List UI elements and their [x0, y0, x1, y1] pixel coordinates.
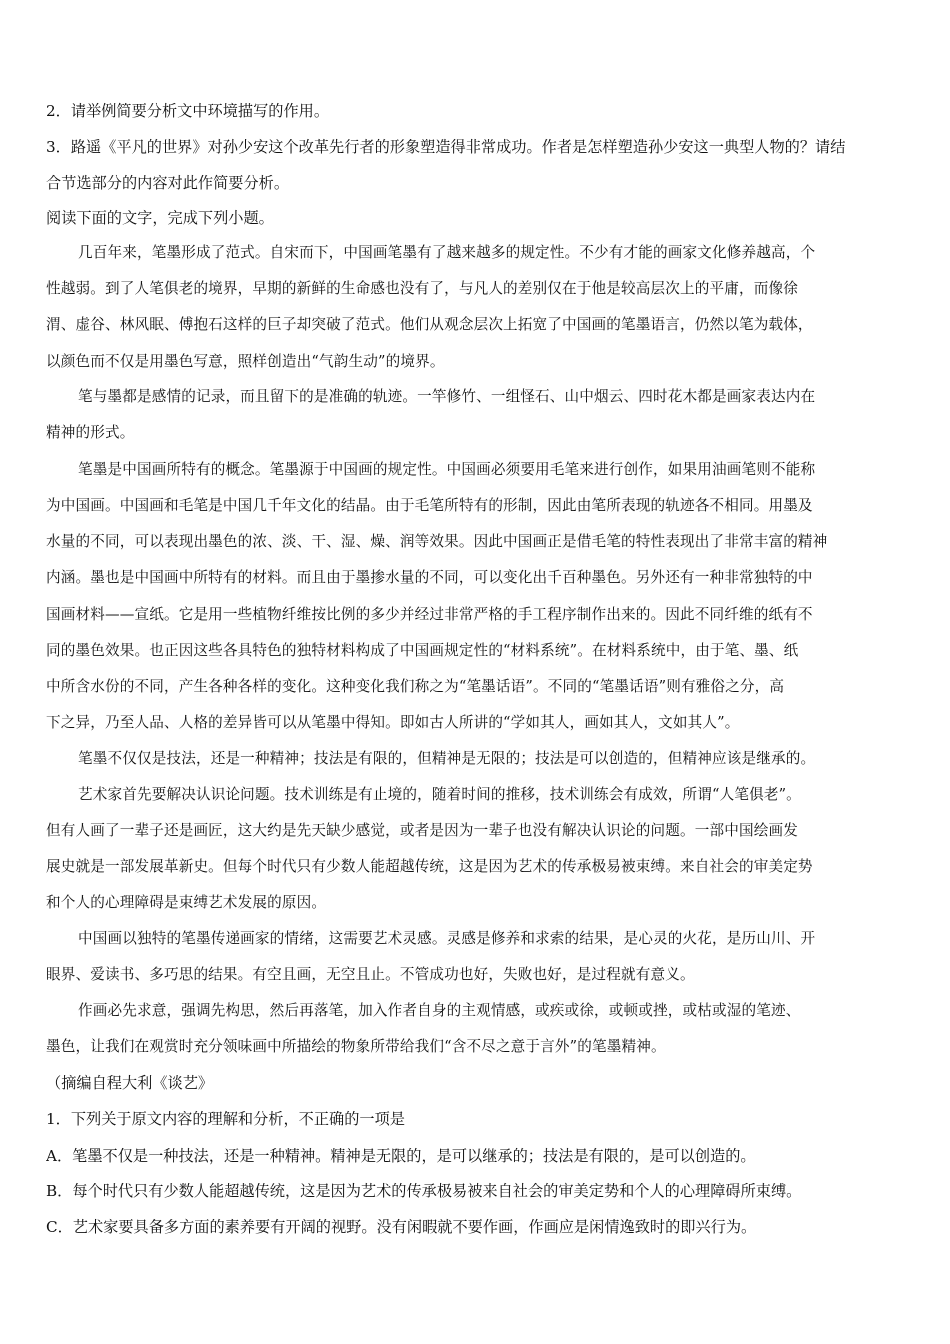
passage-line: 展史就是一部发展革新史。但每个时代只有少数人能超越传统，这是因为艺术的传承极易被束缚。来自社会的审美定势 — [46, 858, 813, 875]
option-a: A．笔墨不仅是一种技法，还是一种精神。精神是无限的，是可以继承的；技法是有限的，是可以创造的。 — [46, 1147, 756, 1165]
passage-line: 下之异，乃至人品、人格的差异皆可以从笔墨中得知。即如古人所讲的“学如其人，画如其人，文如其人”。 — [46, 714, 740, 731]
question-3-line-1: 3．路遥《平凡的世界》对孙少安这个改革先行者的形象塑造得非常成功。作者是怎样塑造孙少安这一典型人物的？请结 — [46, 138, 846, 156]
passage-line: 为中国画。中国画和毛笔是中国几千年文化的结晶。由于毛笔所特有的形制，因此由笔所表现的轨迹各不相同。用墨及 — [46, 497, 813, 514]
passage-line: 墨色，让我们在观赏时充分领味画中所描绘的物象所带给我们“含不尽之意于言外”的笔墨精神。 — [46, 1038, 666, 1055]
question-1-stem: 1．下列关于原文内容的理解和分析，不正确的一项是 — [46, 1110, 405, 1128]
passage-line: 内涵。墨也是中国画中所特有的材料。而且由于墨掺水量的不同，可以变化出千百种墨色。另外还有一种非常独特的中 — [46, 569, 813, 586]
passage-line: 中国画以独特的笔墨传递画家的情绪，这需要艺术灵感。灵感是修养和求索的结果，是心灵的火花，是历山川、开 — [78, 930, 816, 947]
reading-instruction: 阅读下面的文字，完成下列小题。 — [46, 209, 274, 227]
passage-line: 笔与墨都是感情的记录，而且留下的是准确的轨迹。一竿修竹、一组怪石、山中烟云、四时花木都是画家表达内在 — [78, 388, 816, 405]
passage-line: 中所含水份的不同，产生各种各样的变化。这种变化我们称之为“笔墨话语”。不同的“笔墨话语”则有雅俗之分，高 — [46, 678, 785, 695]
passage-line: 性越弱。到了人笔俱老的境界，早期的新鲜的生命感也没有了，与凡人的差别仅在于他是较高层次上的平庸，而像徐 — [46, 280, 798, 297]
passage-line: 艺术家首先要解决认识论问题。技术训练是有止境的，随着时间的推移，技术训练会有成效，所谓“人笔俱老”。 — [78, 786, 801, 803]
passage-line: 但有人画了一辈子还是画匠，这大约是先天缺少感觉，或者是因为一辈子也没有解决认识论的问题。一部中国绘画发 — [46, 822, 798, 839]
source-citation: （摘编自程大利《谈艺》 — [46, 1074, 214, 1092]
question-2: 2．请举例简要分析文中环境描写的作用。 — [46, 102, 330, 120]
passage-line: 渭、虚谷、林风眠、傅抱石这样的巨子却突破了范式。他们从观念层次上拓宽了中国画的笔墨语言，仍然以笔为载体， — [46, 316, 813, 333]
passage-line: 国画材料——宣纸。它是用一些植物纤维按比例的多少并经过非常严格的手工程序制作出来的。因此不同纤维的纸有不 — [46, 606, 813, 623]
passage-line: 笔墨是中国画所特有的概念。笔墨源于中国画的规定性。中国画必须要用毛笔来进行创作，如果用油画笔则不能称 — [78, 461, 816, 478]
passage-line: 水量的不同，可以表现出墨色的浓、淡、干、湿、燥、润等效果。因此中国画正是借毛笔的特性表现出了非常丰富的精神 — [46, 533, 828, 550]
passage-line: 以颜色而不仅是用墨色写意，照样创造出“气韵生动”的境界。 — [46, 353, 445, 370]
passage-line: 同的墨色效果。也正因这些各具特色的独特材料构成了中国画规定性的“材料系统”。在材料系统中，由于笔、墨、纸 — [46, 642, 799, 659]
option-b: B．每个时代只有少数人能超越传统，这是因为艺术的传承极易被来自社会的审美定势和个人的心理障碍所束缚。 — [46, 1182, 802, 1200]
passage-line: 笔墨不仅仅是技法，还是一种精神；技法是有限的，但精神是无限的；技法是可以创造的，但精神应该是继承的。 — [78, 750, 816, 767]
option-c: C．艺术家要具备多方面的素养要有开阔的视野。没有闲暇就不要作画，作画应是闲情逸致时的即兴行为。 — [46, 1218, 757, 1236]
passage-line: 作画必先求意，强调先构思，然后再落笔，加入作者自身的主观情感，或疾或徐，或顿或挫，或枯或湿的笔迹、 — [78, 1002, 801, 1019]
passage-line: 几百年来，笔墨形成了范式。自宋而下，中国画笔墨有了越来越多的规定性。不少有才能的画家文化修养越高，个 — [78, 244, 816, 261]
passage-line: 和个人的心理障碍是束缚艺术发展的原因。 — [46, 894, 327, 911]
passage-line: 精神的形式。 — [46, 424, 135, 441]
passage-line: 眼界、爱读书、多巧思的结果。有空且画，无空且止。不管成功也好，失败也好，是过程就有意义。 — [46, 966, 695, 983]
question-3-line-2: 合节选部分的内容对此作简要分析。 — [46, 174, 289, 192]
